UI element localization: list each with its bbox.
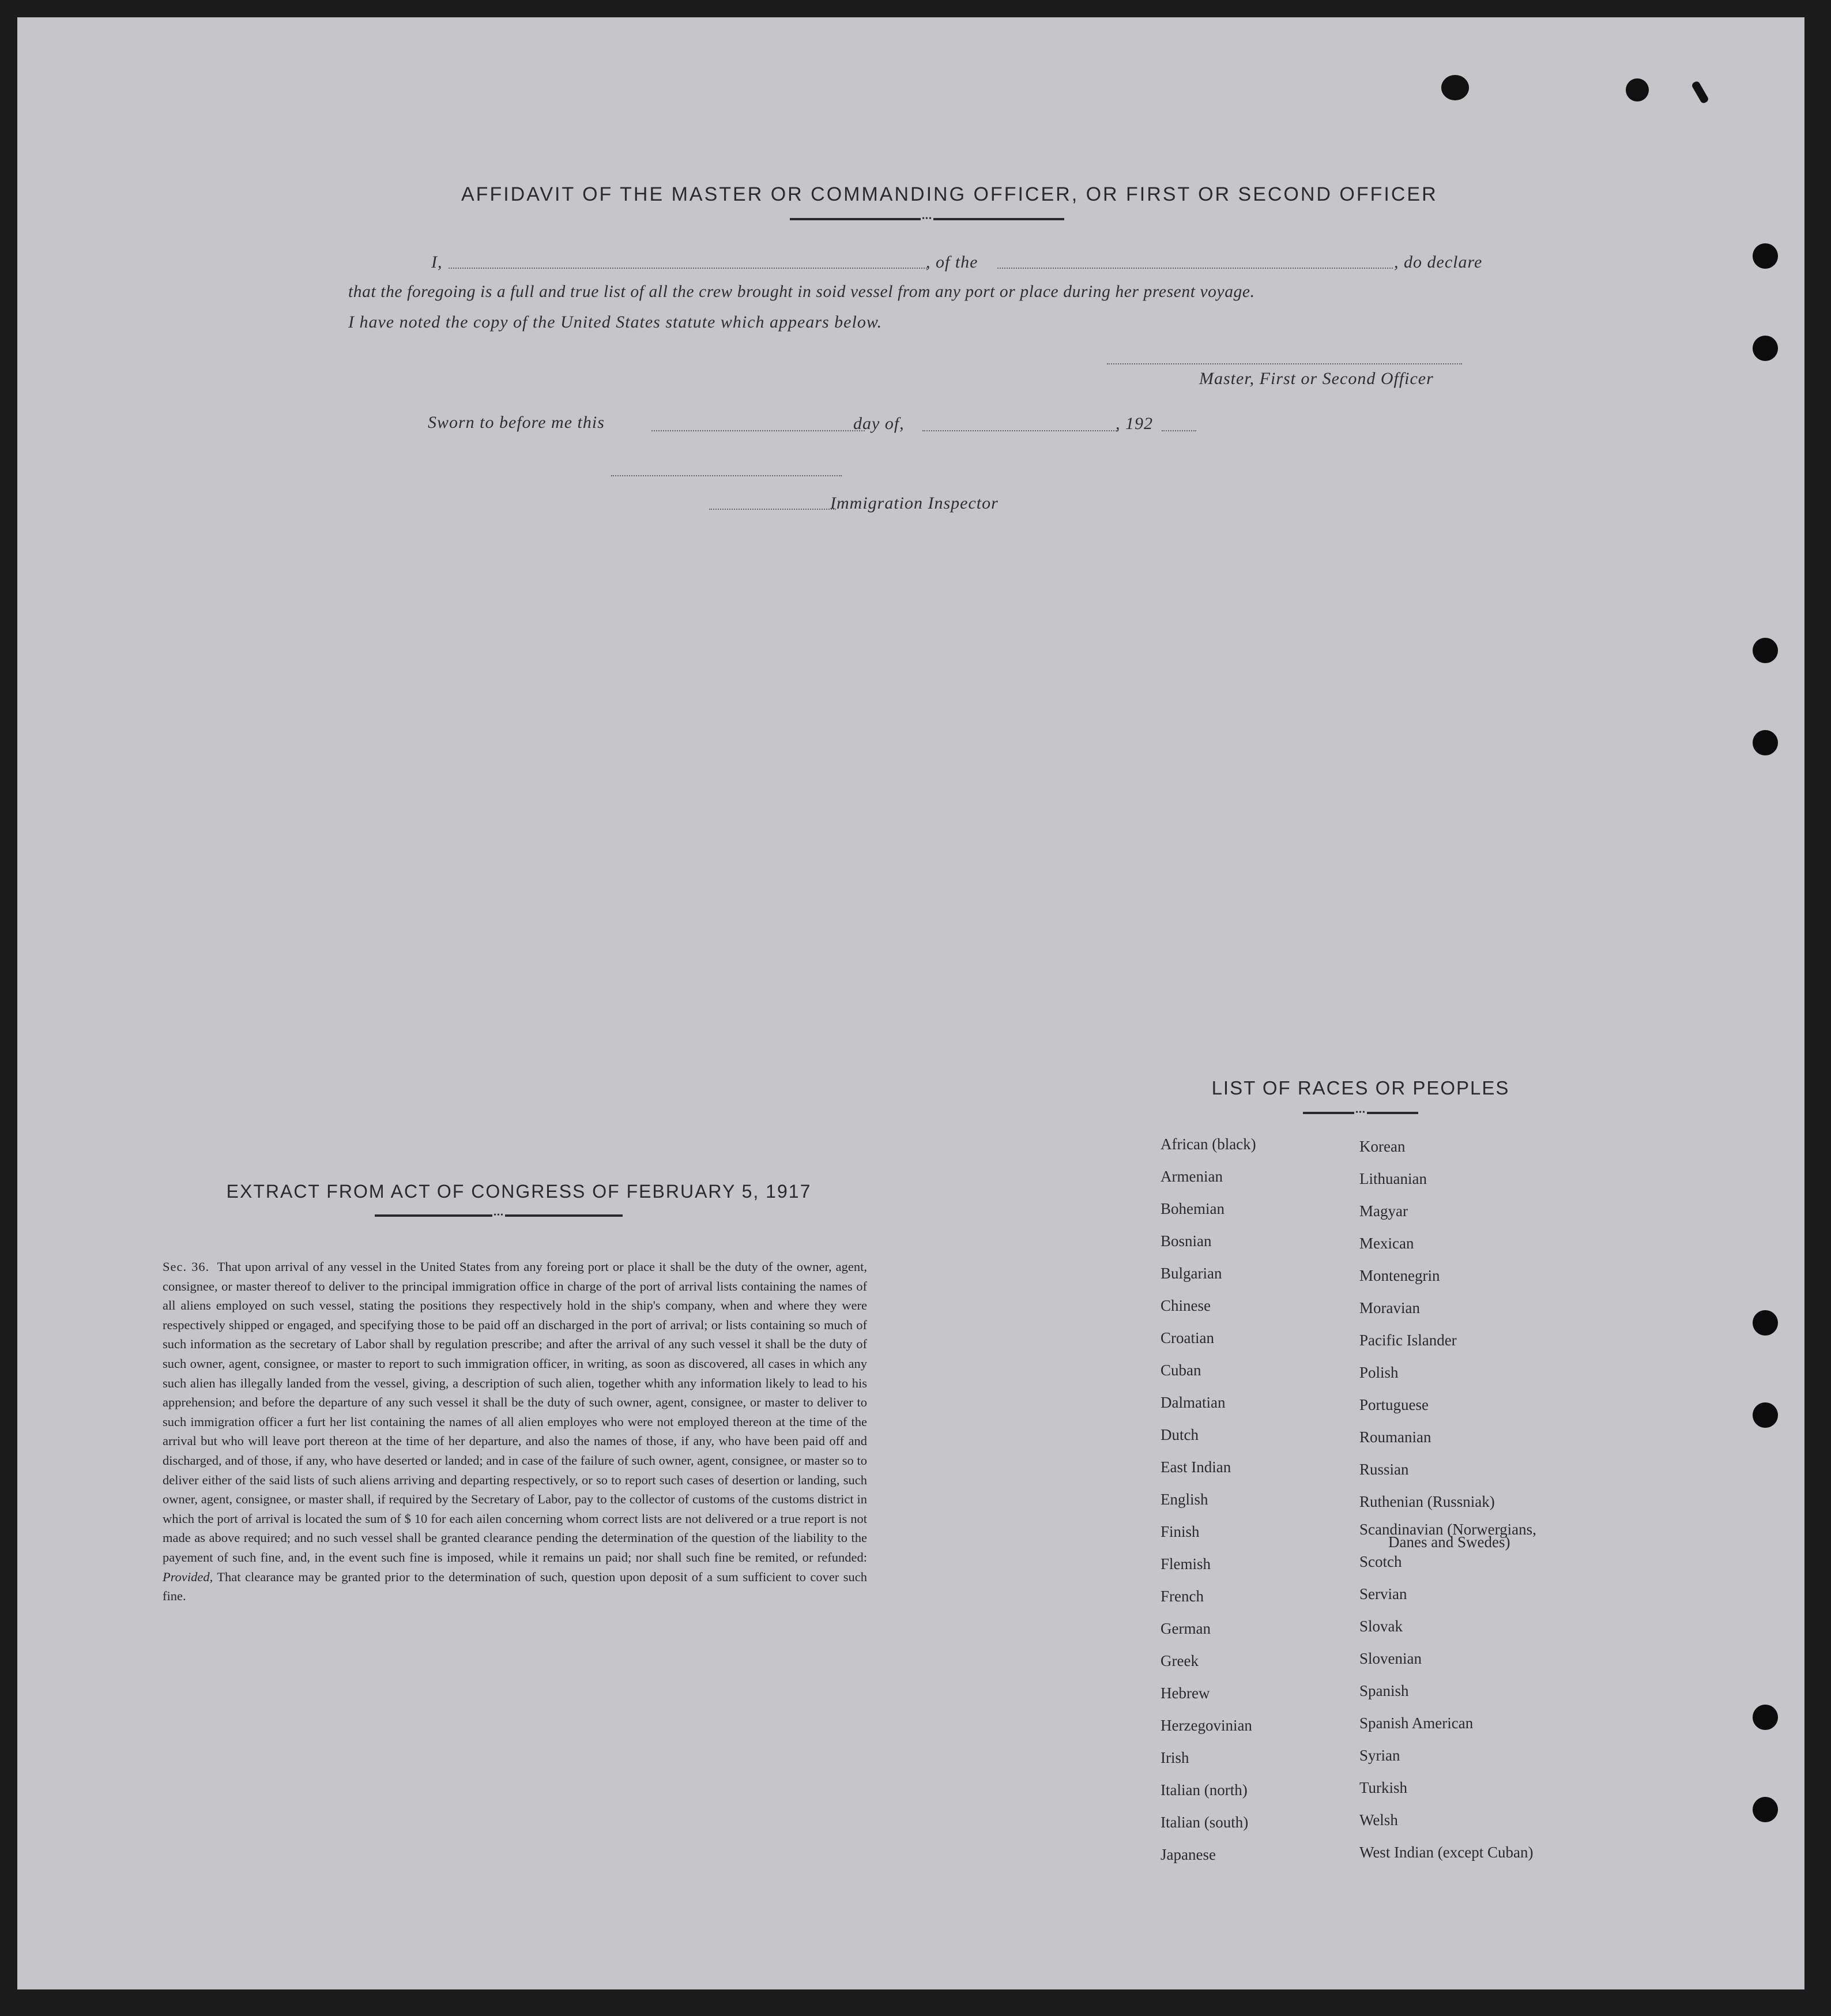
extract-provided-word: Provided, — [163, 1569, 213, 1584]
sworn-day-of: day of, — [853, 414, 905, 433]
race-item: Hebrew — [1161, 1684, 1210, 1702]
race-item: Lithuanian — [1359, 1170, 1427, 1187]
race-item: Bohemian — [1161, 1200, 1225, 1217]
race-item: Pacific Islander — [1359, 1332, 1457, 1349]
race-item: French — [1161, 1588, 1204, 1605]
binder-hole — [1753, 336, 1778, 361]
extract-section-label: Sec. 36. — [163, 1259, 210, 1274]
race-item: Irish — [1161, 1749, 1189, 1766]
inspector-signature-line — [611, 475, 842, 476]
extract-body-end: That clearance may be granted prior to the determination of such, question upon deposit of a sum sufficient to cover such fine. — [163, 1569, 867, 1604]
affidavit-title-rule: ••• — [790, 218, 1064, 220]
race-item: Montenegrin — [1359, 1267, 1440, 1284]
races-title-rule: ••• — [1303, 1112, 1418, 1114]
binder-hole — [1753, 243, 1778, 269]
affidavit-statement-line: that the foregoing is a full and true list of all the crew brought in soid vessel from any port or place during her present voyage. — [348, 283, 1255, 301]
race-item: Magyar — [1359, 1202, 1408, 1220]
sworn-year-line — [1162, 430, 1196, 431]
race-item: Mexican — [1359, 1235, 1414, 1252]
sworn-year: , 192 — [1116, 414, 1153, 433]
race-item: Moravian — [1359, 1299, 1420, 1317]
race-item: Welsh — [1359, 1811, 1398, 1829]
race-item: Herzegovinian — [1161, 1717, 1252, 1734]
race-item: West Indian (except Cuban) — [1359, 1844, 1534, 1861]
race-item: Roumanian — [1359, 1428, 1431, 1446]
affidavit-statute-line: I have noted the copy of the United States statute which appears below. — [348, 313, 883, 332]
race-item: Slovenian — [1359, 1650, 1422, 1667]
race-item: English — [1161, 1491, 1208, 1508]
race-item: Ruthenian (Russniak) — [1359, 1493, 1495, 1510]
race-item: Russian — [1359, 1461, 1409, 1478]
affidavit-title: AFFIDAVIT OF THE MASTER OR COMMANDING OFFICER, OR FIRST OR SECOND OFFICER — [461, 183, 1438, 205]
binder-hole — [1753, 638, 1778, 663]
races-title: LIST OF RACES OR PEOPLES — [1211, 1077, 1510, 1099]
extract-body-text: That upon arrival of any vessel in the United States from any foreing port or place it shall be the duty of the owner, agent, consignee, or master thereof to deliver to the principal immigration office in charge of the port of arrival lists containing the names of all aliens employed on such vessel, stating the positions they respectively hold in the ship's company, when and where they were respectively shipped or engaged, and specifying those to be paid off an discharged in the port of arrival; or lists containing so much of such information as the secretary of Labor shall by regulation prescribe; and after the arrival of any such vessel it shall be the duty of such owner, agent, consignee, or master to report to such immigration officer, in writing, as soon as discovered, all cases in which any such alien has illegally landed from the vessel, giving, a description of such alien, together whith any information likely to lead to his apprehension; and before the departure of any such vessel it shall be the duty of such owner, agent, consignee, or master to deliver to such immigration officer a furt her list containing the names of all alien employes who were not employed thereon at the time of the arrival but who will leave port thereon at the time of her departure, and also the names of those, if any, who have been paid off and discharged, and of those, if any, who have deserted or landed; and in case of the failure of such owner, agent, consignee, or master so to deliver either of the said lists of such aliens arriving and departing respectively, or so to report such cases of desertion or landing, such owner, agent, consignee, or master shall, if required by the Secretary of Labor, pay to the collector of customs of the customs district in which the port of arrival is located the sum of $ 10 for each ailen concerning whom correct lists are not delivered or a true report is not made as above required; and no such vessel shall be granted clearance pending the determination of the question of the liability to the payement of such fine, and, in the event such fine is imposed, while it remains un paid; nor shall such fine be remited, or refunded: — [163, 1259, 868, 1564]
race-item: German — [1161, 1620, 1211, 1637]
race-item: Bosnian — [1161, 1232, 1212, 1250]
race-item: East Indian — [1161, 1458, 1231, 1476]
extract-text — [163, 1257, 867, 1606]
race-item: Finish — [1161, 1523, 1200, 1540]
binder-hole — [1753, 1797, 1778, 1822]
punch-mark — [1691, 80, 1709, 104]
race-item: Korean — [1359, 1138, 1406, 1155]
affidavit-signature-label: Master, First or Second Officer — [1199, 369, 1434, 388]
binder-hole — [1753, 1402, 1778, 1428]
race-item: Italian (north) — [1161, 1781, 1248, 1799]
document-page — [17, 17, 1804, 1989]
race-item: Danes and Swedes) — [1388, 1533, 1510, 1551]
sworn-day-line — [651, 430, 865, 431]
race-item: Italian (south) — [1161, 1814, 1249, 1831]
race-item: Japanese — [1161, 1846, 1216, 1863]
inspector-label: Immigration Inspector — [830, 494, 999, 513]
race-item: Chinese — [1161, 1297, 1211, 1314]
race-item: Greek — [1161, 1652, 1199, 1669]
inspector-label-line — [709, 509, 836, 510]
race-item: Spanish American — [1359, 1714, 1474, 1732]
race-item: Portuguese — [1359, 1396, 1429, 1413]
binder-hole — [1753, 1705, 1778, 1730]
affidavit-vessel-line — [997, 268, 1393, 269]
affidavit-i-label: I, — [431, 253, 443, 272]
race-item: Polish — [1359, 1364, 1399, 1381]
race-item: Scotch — [1359, 1553, 1402, 1570]
affidavit-name-line — [449, 268, 927, 269]
race-item: Dalmatian — [1161, 1394, 1226, 1411]
binder-hole — [1753, 1310, 1778, 1336]
race-item: Flemish — [1161, 1555, 1211, 1573]
affidavit-do-declare: , do declare — [1394, 253, 1483, 272]
binder-hole — [1753, 730, 1778, 755]
race-item: Spanish — [1359, 1682, 1409, 1699]
race-item: Bulgarian — [1161, 1265, 1222, 1282]
race-item: Croatian — [1161, 1329, 1214, 1346]
sworn-label: Sworn to before me this — [428, 413, 605, 432]
race-item: African (black) — [1161, 1135, 1256, 1153]
race-item: Dutch — [1161, 1426, 1199, 1443]
sworn-month-line — [922, 430, 1118, 431]
race-item: Scandinavian (Norwergians, — [1359, 1521, 1536, 1538]
race-item: Syrian — [1359, 1747, 1400, 1764]
race-item: Servian — [1359, 1585, 1407, 1603]
extract-title: EXTRACT FROM ACT OF CONGRESS OF FEBRUARY 5, 1917 — [226, 1181, 812, 1202]
race-item: Cuban — [1161, 1361, 1201, 1379]
race-item: Turkish — [1359, 1779, 1408, 1796]
affidavit-signature-line — [1107, 363, 1462, 364]
punch-mark — [1441, 75, 1469, 100]
race-item: Slovak — [1359, 1618, 1403, 1635]
affidavit-of-the: , of the — [926, 253, 978, 272]
race-item: Armenian — [1161, 1168, 1223, 1185]
punch-mark — [1626, 78, 1649, 101]
extract-title-rule: ••• — [375, 1214, 623, 1217]
